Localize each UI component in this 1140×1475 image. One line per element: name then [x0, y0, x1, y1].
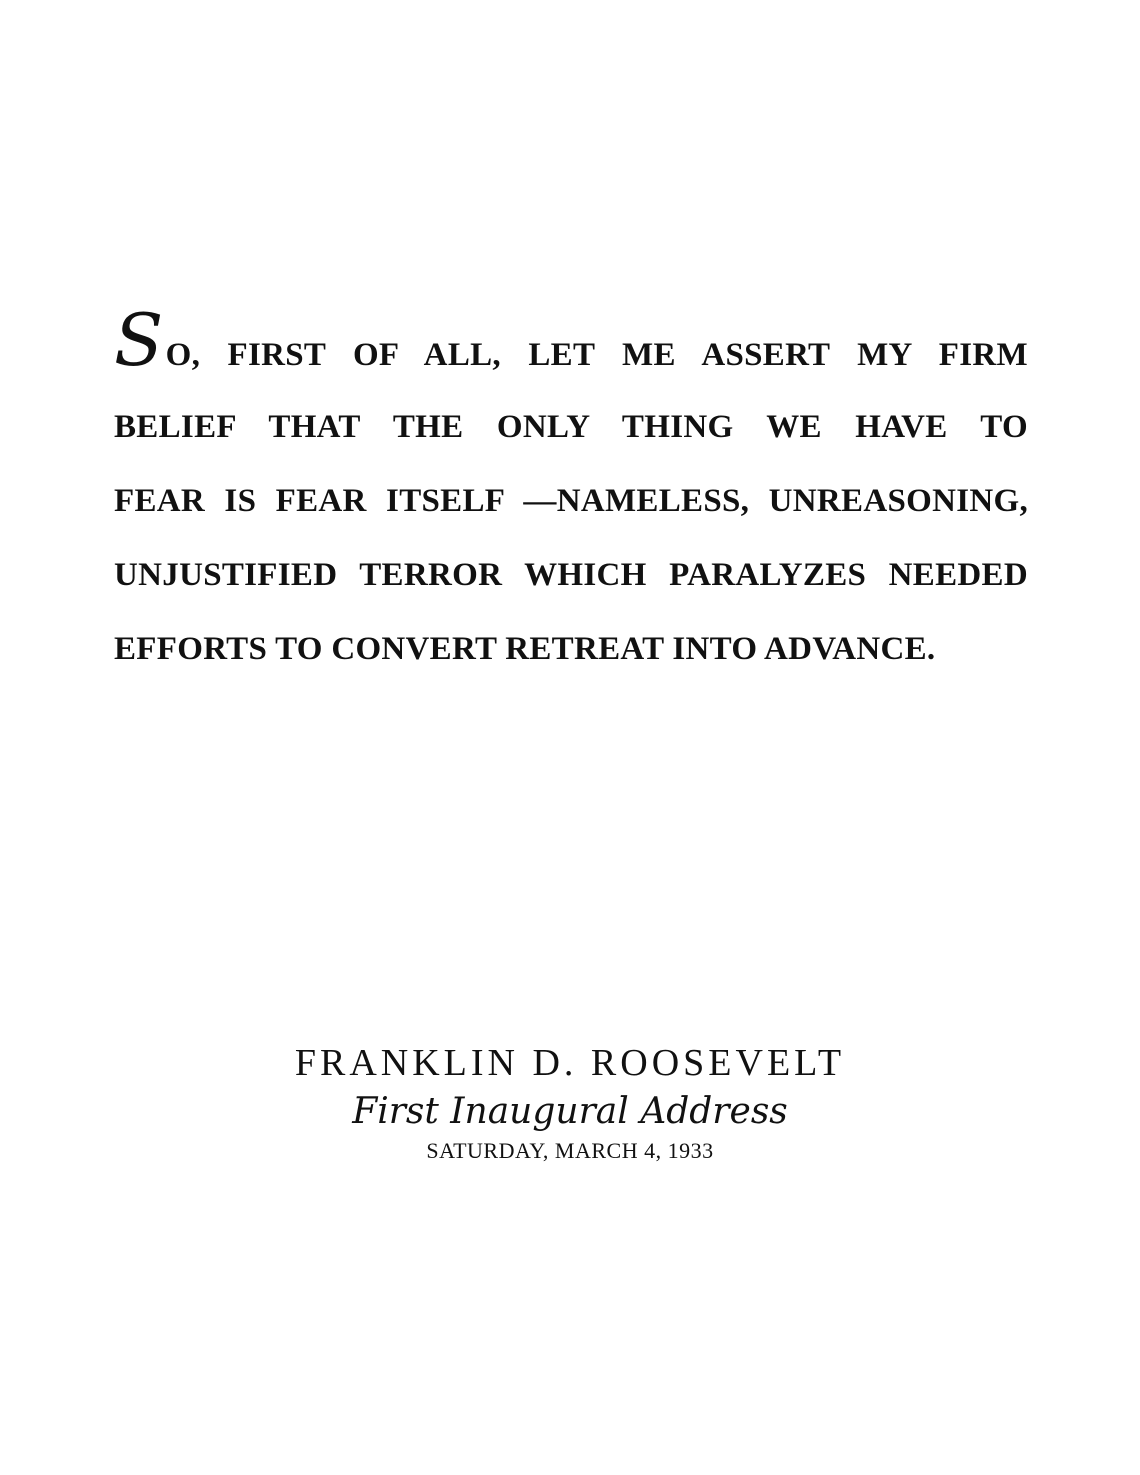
quote-line: FEAR IS FEAR ITSELF —NAMELESS, UNREASONING, [114, 483, 1028, 519]
speech-title: First Inaugural Address [352, 1091, 788, 1132]
quote-line: UNJUSTIFIED TERROR WHICH PARALYZES NEEDED [114, 557, 1028, 593]
quote-line: BELIEF THAT THE ONLY THING WE HAVE TO [114, 409, 1028, 445]
drop-cap: S [114, 298, 164, 382]
quote-line-text: O, FIRST OF ALL, LET ME ASSERT MY FIRM [165, 337, 1028, 373]
quote-line [114, 300, 1028, 390]
author-name: FRANKLIN D. ROOSEVELT [294, 1042, 846, 1084]
attribution [0, 1040, 1140, 1166]
quote-block [114, 300, 1028, 686]
speech-date: SATURDAY, MARCH 4, 1933 [426, 1138, 714, 1163]
quote-line: EFFORTS TO CONVERT RETREAT INTO ADVANCE. [114, 631, 936, 667]
